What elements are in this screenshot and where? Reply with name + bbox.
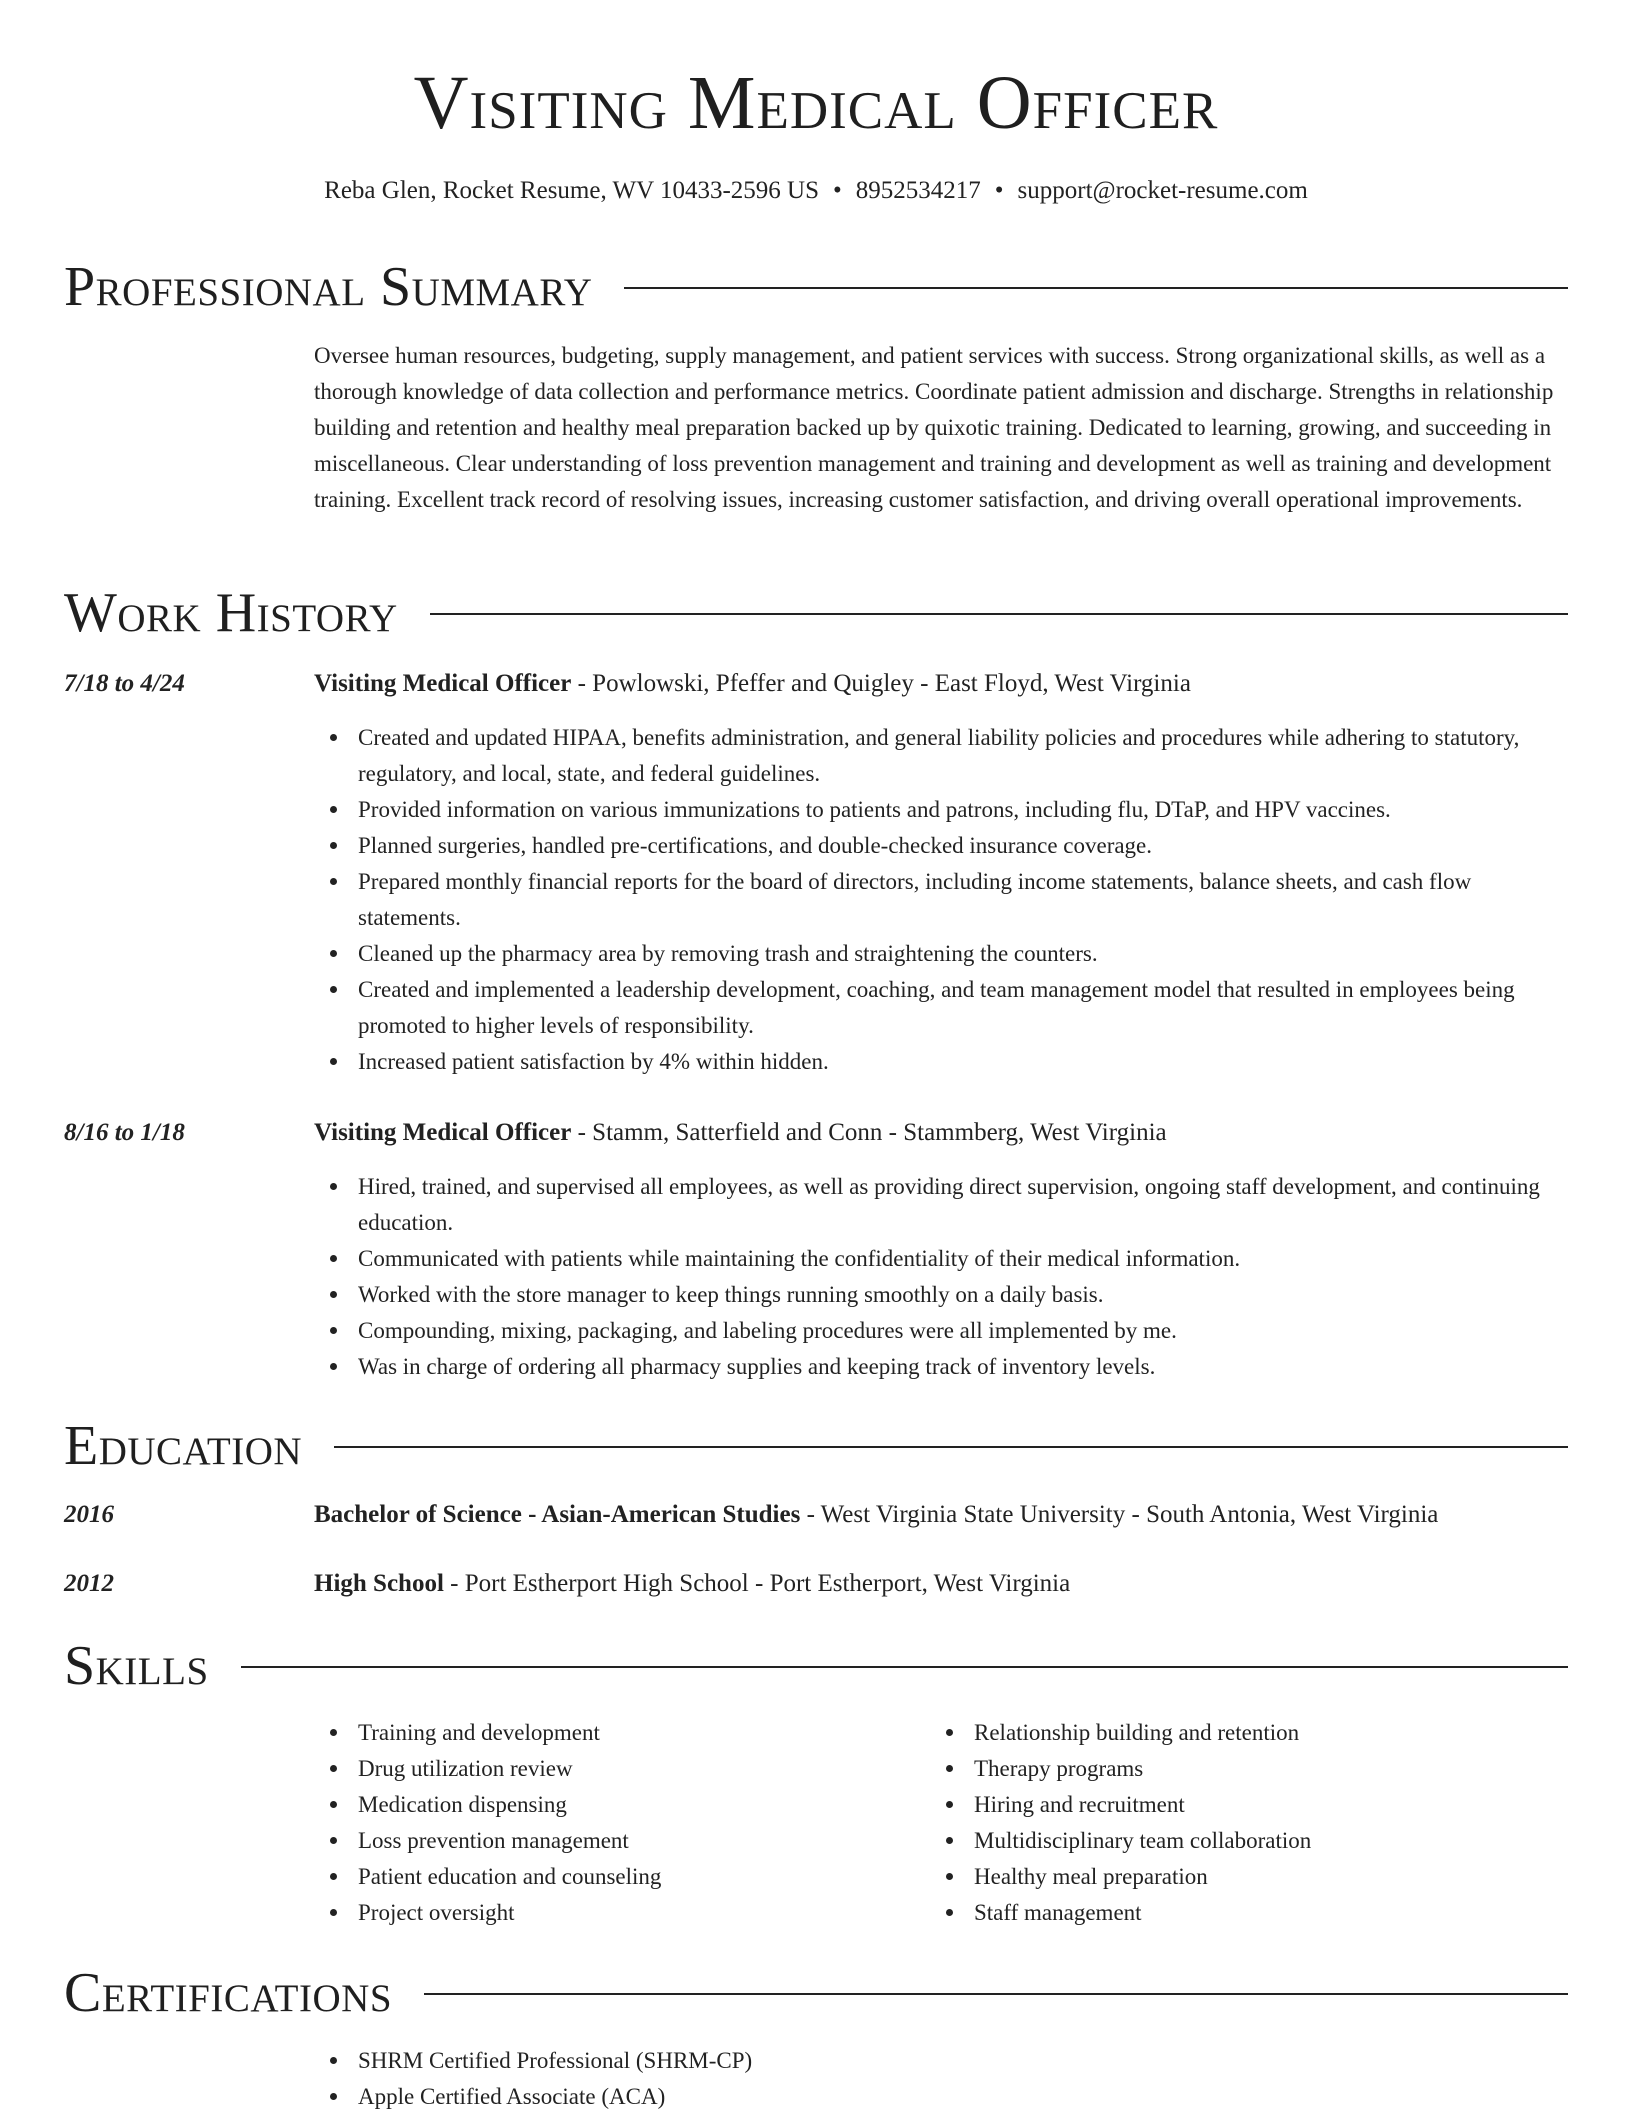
contact-address: Reba Glen, Rocket Resume, WV 10433-2596 US (324, 177, 820, 204)
contact-separator: • (994, 177, 1004, 204)
skill-item: Medication dispensing (314, 1787, 1570, 1823)
job-bullet: Provided information on various immunizations to patients and patrons, including flu, DTaP, and HPV vaccines. (314, 792, 1570, 828)
job-bullets (314, 1169, 1570, 1385)
job-bullet: Cleaned up the pharmacy area by removing trash and straightening the counters. (314, 936, 1570, 972)
certification-item: Apple Certified Associate (ACA) (314, 2079, 1570, 2115)
resume-title: Visiting Medical Officer (413, 61, 1219, 145)
contact-phone: 8952534217 (855, 177, 981, 204)
certifications-heading: Certifications (64, 1962, 393, 2024)
job-bullet: Was in charge of ordering all pharmacy supplies and keeping track of inventory levels. (314, 1349, 1570, 1385)
job-bullet: Prepared monthly financial reports for the board of directors, including income statements, balance sheets, and cash flow statements. (314, 864, 1570, 936)
job-bullet: Worked with the store manager to keep things running smoothly on a daily basis. (314, 1277, 1570, 1313)
skill-item: Project oversight (314, 1895, 1570, 1931)
skill-item: Healthy meal preparation (930, 1859, 1632, 1895)
education-heading-row (64, 1413, 1568, 1479)
skill-item: Staff management (930, 1895, 1632, 1931)
skill-item: Multidisciplinary team collaboration (930, 1823, 1632, 1859)
job-bullet: Increased patient satisfaction by 4% within hidden. (314, 1044, 1570, 1080)
summary-heading-row (64, 254, 1568, 320)
skill-item: Hiring and recruitment (930, 1787, 1632, 1823)
contact-separator: • (833, 177, 842, 204)
skill-item: Therapy programs (930, 1751, 1632, 1787)
education-heading: Education (64, 1415, 303, 1477)
education-entry (314, 1566, 1574, 1602)
education-school: - Port Estherport High School - Port Estherport, West Virginia (443, 1570, 1071, 1597)
job-dates: 8/16 to 1/18 (64, 1119, 185, 1146)
job-bullet: Planned surgeries, handled pre-certifications, and double-checked insurance coverage. (314, 828, 1570, 864)
skill-item: Loss prevention management (314, 1823, 1570, 1859)
education-degree: Bachelor of Science - Asian-American Studies (314, 1501, 801, 1528)
skills-list-right (930, 1715, 1632, 1931)
skill-item: Patient education and counseling (314, 1859, 1570, 1895)
job-bullet: Hired, trained, and supervised all employees, as well as providing direct supervision, ongoing staff development, and continuing education. (314, 1169, 1570, 1241)
section-divider (334, 1446, 1568, 1448)
certifications-heading-row (64, 1960, 1568, 2026)
job-bullet: Communicated with patients while maintaining the confidentiality of their medical information. (314, 1241, 1570, 1277)
section-divider (430, 613, 1568, 615)
certification-item: SHRM Certified Professional (SHRM-CP) (314, 2043, 1570, 2079)
skill-item: Drug utilization review (314, 1751, 1570, 1787)
education-year: 2016 (64, 1501, 114, 1528)
education-entry (314, 1497, 1574, 1533)
skills-heading-row (64, 1633, 1568, 1699)
summary-text: Oversee human resources, budgeting, supply management, and patient services with success. Strong organizational skills, as well as a thorough knowledge of data collection and performance metrics. Coordinate patient admission and discharge. Strengths in relationship building and retention and healthy meal preparation backed up by quixotic training. Dedicated to learning, growing, and succeeding in miscellaneous. Clear understanding of loss prevention management and training and development as well as training and development training. Excellent track record of resolving issues, increasing customer satisfaction, and driving overall operational improvements. (314, 343, 1554, 512)
work-heading: Work History (64, 582, 398, 644)
job-employer: - Powlowski, Pfeffer and Quigley - East Floyd, West Virginia (571, 670, 1191, 697)
work-heading-row (64, 580, 1568, 646)
skills-heading: Skills (64, 1635, 209, 1697)
contact-line (0, 174, 1632, 208)
contact-email: support@rocket-resume.com (1017, 177, 1308, 204)
section-divider (624, 287, 1568, 289)
skill-item: Relationship building and retention (930, 1715, 1632, 1751)
education-school: - West Virginia State University - South Antonia, West Virginia (800, 1501, 1439, 1528)
job-bullets (314, 720, 1570, 1080)
section-divider (241, 1666, 1568, 1668)
summary-heading: Professional Summary (64, 256, 593, 318)
certifications-list (314, 2043, 1570, 2115)
job-title: Visiting Medical Officer (314, 1119, 572, 1146)
job-bullet: Compounding, mixing, packaging, and labeling procedures were all implemented by me. (314, 1313, 1570, 1349)
job-heading (314, 1115, 1574, 1151)
job-dates: 7/18 to 4/24 (64, 670, 185, 697)
job-bullet: Created and implemented a leadership development, coaching, and team management model that resulted in employees being promoted to higher levels of responsibility. (314, 972, 1570, 1044)
job-heading (314, 666, 1574, 702)
section-divider (424, 1993, 1568, 1995)
skill-item: Training and development (314, 1715, 1570, 1751)
job-employer: - Stamm, Satterfield and Conn - Stammberg, West Virginia (571, 1119, 1167, 1146)
education-year: 2012 (64, 1570, 114, 1597)
job-bullet: Created and updated HIPAA, benefits administration, and general liability policies and procedures while adhering to statutory, regulatory, and local, state, and federal guidelines. (314, 720, 1570, 792)
job-title: Visiting Medical Officer (314, 670, 572, 697)
education-degree: High School (314, 1570, 444, 1597)
